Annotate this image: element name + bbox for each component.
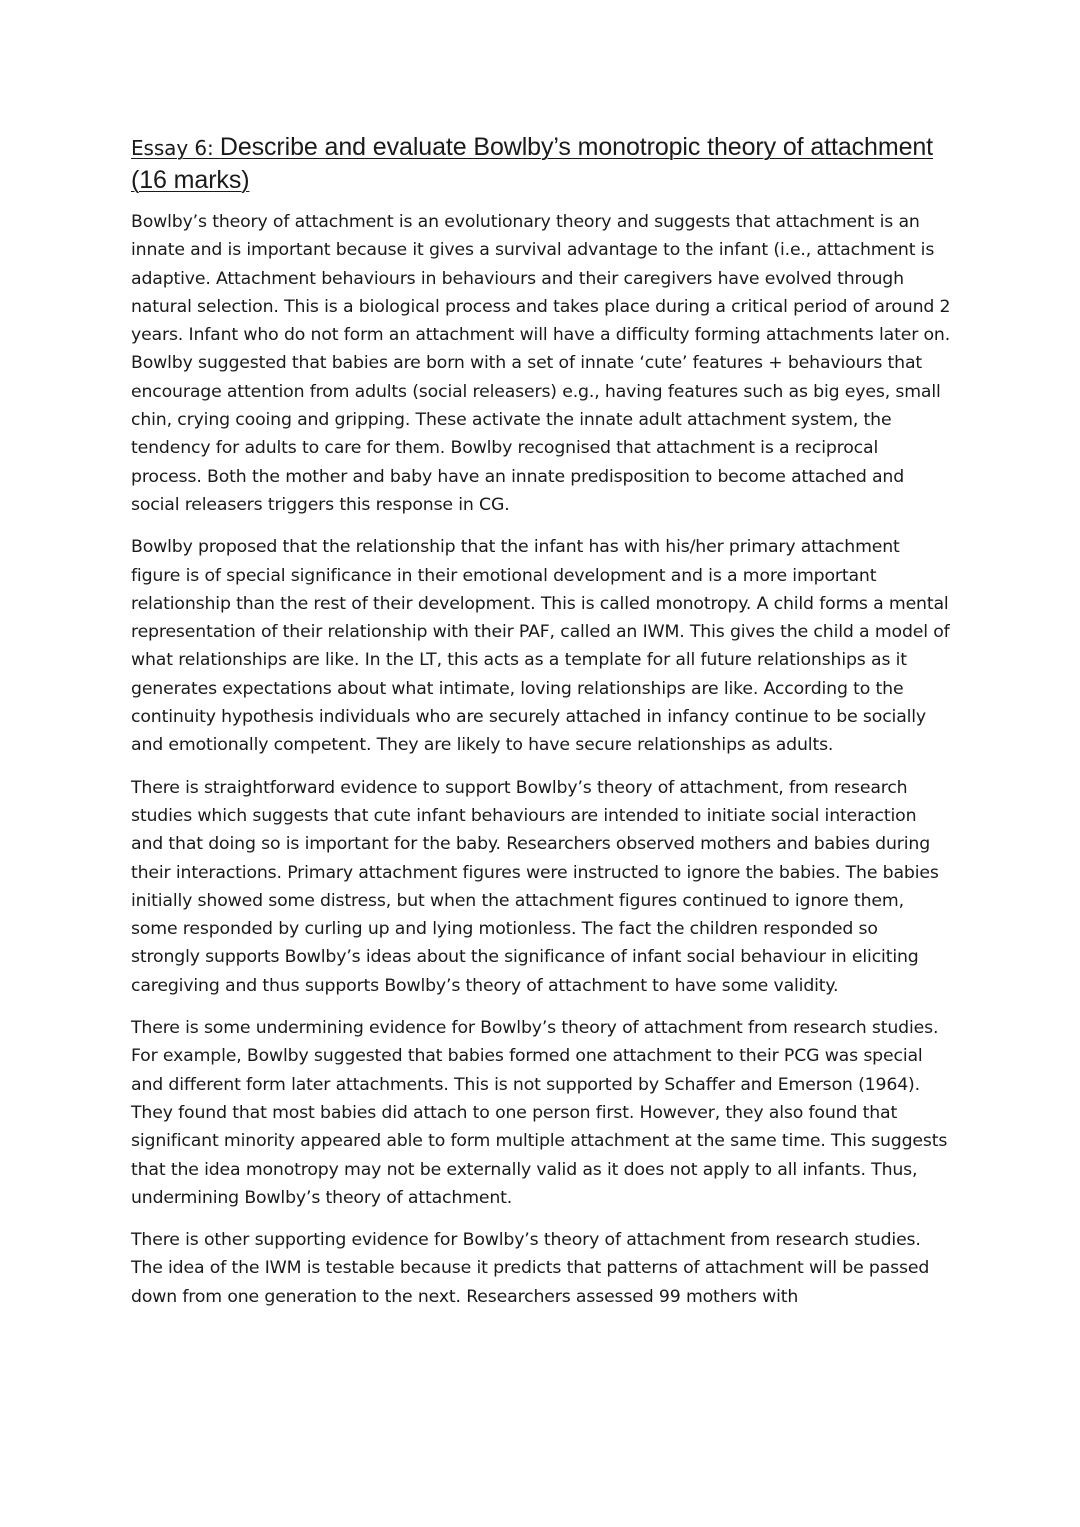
paragraph-iwm-evidence: There is other supporting evidence for Bowlby’s theory of attachment from research studies. The idea of the IWM is testable because it predicts that patterns of attachment will be passed down from one generation to the next. Researchers assessed 99 mothers with — [131, 1230, 930, 1307]
paragraph-undermining-evidence: There is some undermining evidence for Bowlby’s theory of attachment from research studies. For example, Bowlby suggested that babies formed one attachment to their PCG was special and different form later attachments. This is not supported by Schaffer and Emerson (1964). They found that most babies did attach to one person first. However, they also found that significant minority appeared able to form multiple attachment at the same time. This suggests that the idea monotropy may not be externally valid as it does not apply to all infants. Thus, undermining Bowlby’s theory of attachment. — [131, 1018, 948, 1208]
paragraph-monotropy: Bowlby proposed that the relationship that the infant has with his/her primary attachment figure is of special significance in their emotional development and is a more important relationship than the rest of their development. This is called monotropy. A child forms a mental representation of their relationship with their PAF, called an IWM. This gives the child a model of what relationships are like. In the LT, this acts as a template for all future relationships as it generates expectations about what intimate, loving relationships are like. According to the continuity hypothesis individuals who are securely attached in infancy continue to be socially and emotionally competent. They are likely to have secure relationships as adults. — [131, 537, 950, 756]
paragraph-theory-overview: Bowlby’s theory of attachment is an evolutionary theory and suggests that attachment is an innate and is important because it gives a survival advantage to the infant (i.e., attachment is adaptive. Attachment behaviours in behaviours and their caregivers have evolved through natural selection. This is a biological process and takes place during a critical period of around 2 years. Infant who do not form an attachment will have a difficulty forming attachments later on. Bowlby suggested that babies are born with a set of innate ‘cute’ features + behaviours that encourage attention from adults (social releasers) e.g., having features such as big eyes, small chin, crying cooing and gripping. These activate the innate adult attachment system, the tendency for adults to care for them. Bowlby recognised that attachment is a reciprocal process. Both the mother and baby have an innate predisposition to become attached and social releasers triggers this response in CG. — [131, 212, 951, 515]
paragraph-supporting-evidence: There is straightforward evidence to support Bowlby’s theory of attachment, from research studies which suggests that cute infant behaviours are intended to initiate social interaction and that doing so is important for the baby. Researchers observed mothers and babies during their interactions. Primary attachment figures were instructed to ignore the babies. The babies initially showed some distress, but when the attachment figures continued to ignore them, some responded by curling up and lying motionless. The fact the children responded so strongly supports Bowlby’s ideas about the significance of infant social behaviour in eliciting caregiving and thus supports Bowlby’s theory of attachment to have some validity. — [131, 777, 939, 996]
essay-title-number: Essay 6: — [131, 136, 220, 160]
essay-title — [131, 131, 951, 196]
essay-title-question: Describe and evaluate Bowlby’s monotropic theory of attachment (16 marks) — [131, 133, 934, 194]
essay-page — [131, 131, 951, 1325]
